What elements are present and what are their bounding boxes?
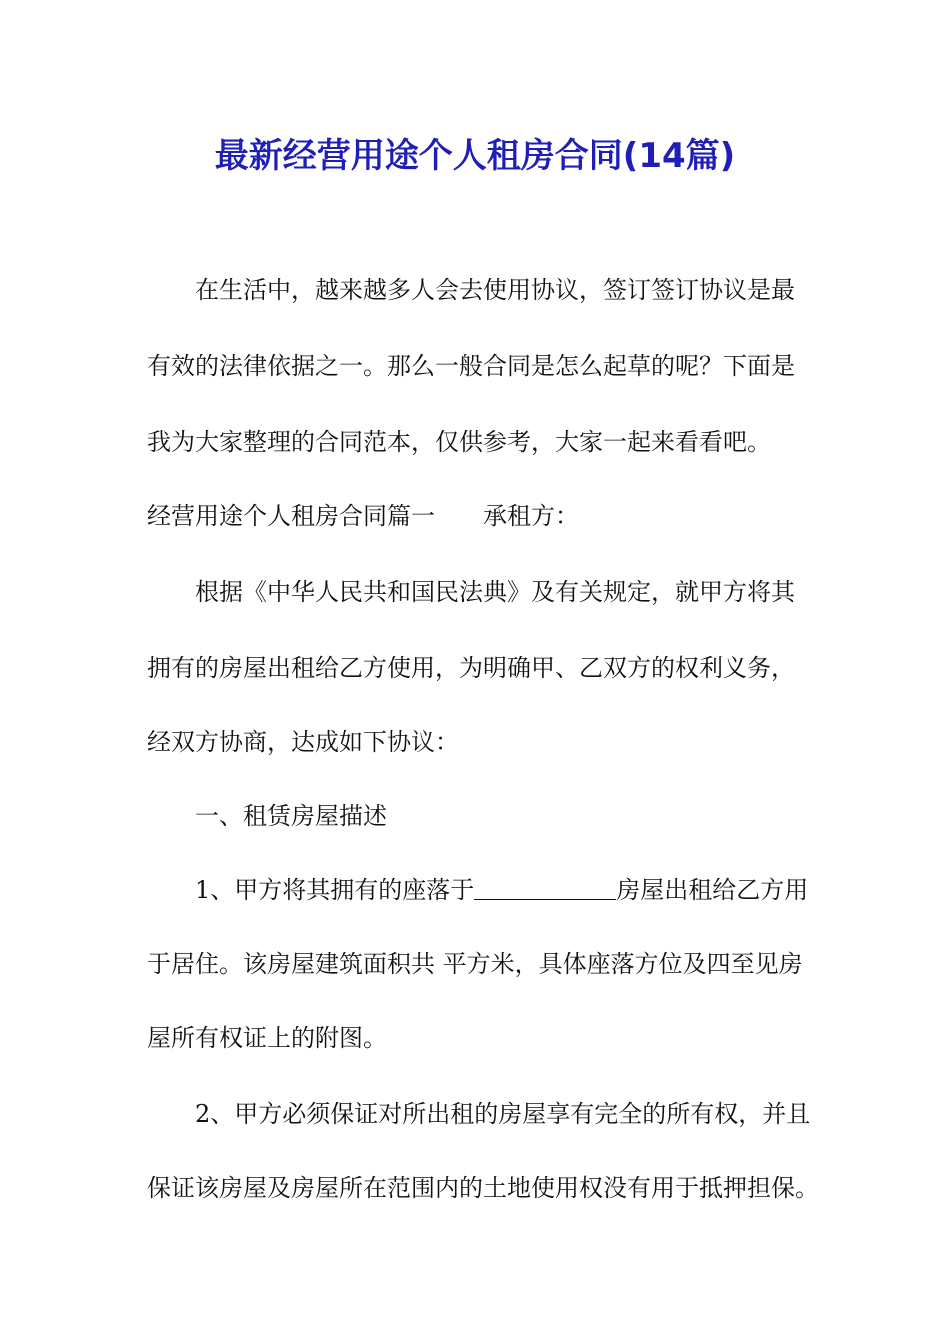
address-blank	[474, 877, 616, 900]
basis-line-2: 拥有的房屋出租给乙方使用，为明确甲、乙双方的权利义务，	[147, 654, 795, 682]
clause-1-line-1-end: 房屋出租给乙方用	[616, 876, 809, 904]
intro-line-1: 在生活中，越来越多人会去使用协议，签订签订协议是最	[195, 276, 795, 304]
intro-line-2: 有效的法律依据之一。那么一般合同是怎么起草的呢？下面是	[147, 352, 795, 380]
intro-line-3: 我为大家整理的合同范本，仅供参考，大家一起来看看吧。	[147, 428, 771, 456]
clause-2-line-1: 2、甲方必须保证对所出租的房屋享有完全的所有权，并且	[195, 1100, 811, 1128]
section-heading-lessee: 承租方：	[483, 502, 579, 530]
clause-1-line-1	[195, 870, 875, 905]
document-title: 最新经营用途个人租房合同(14篇)	[214, 136, 736, 176]
section-heading-title: 经营用途个人租房合同篇一	[147, 502, 435, 530]
clause-2-line-2: 保证该房屋及房屋所在范围内的土地使用权没有用于抵押担保。	[147, 1174, 819, 1202]
clause-1-line-2: 于居住。该房屋建筑面积共 平方米，具体座落方位及四至见房	[147, 950, 803, 978]
clause-1-line-3: 屋所有权证上的附图。	[147, 1024, 387, 1052]
article-1-heading: 一、租赁房屋描述	[195, 802, 387, 830]
basis-line-1: 根据《中华人民共和国民法典》及有关规定，就甲方将其	[195, 578, 795, 606]
basis-line-3: 经双方协商，达成如下协议：	[147, 728, 459, 756]
clause-1-line-1-start: 1、甲方将其拥有的座落于	[195, 876, 475, 904]
section-heading	[147, 496, 827, 531]
